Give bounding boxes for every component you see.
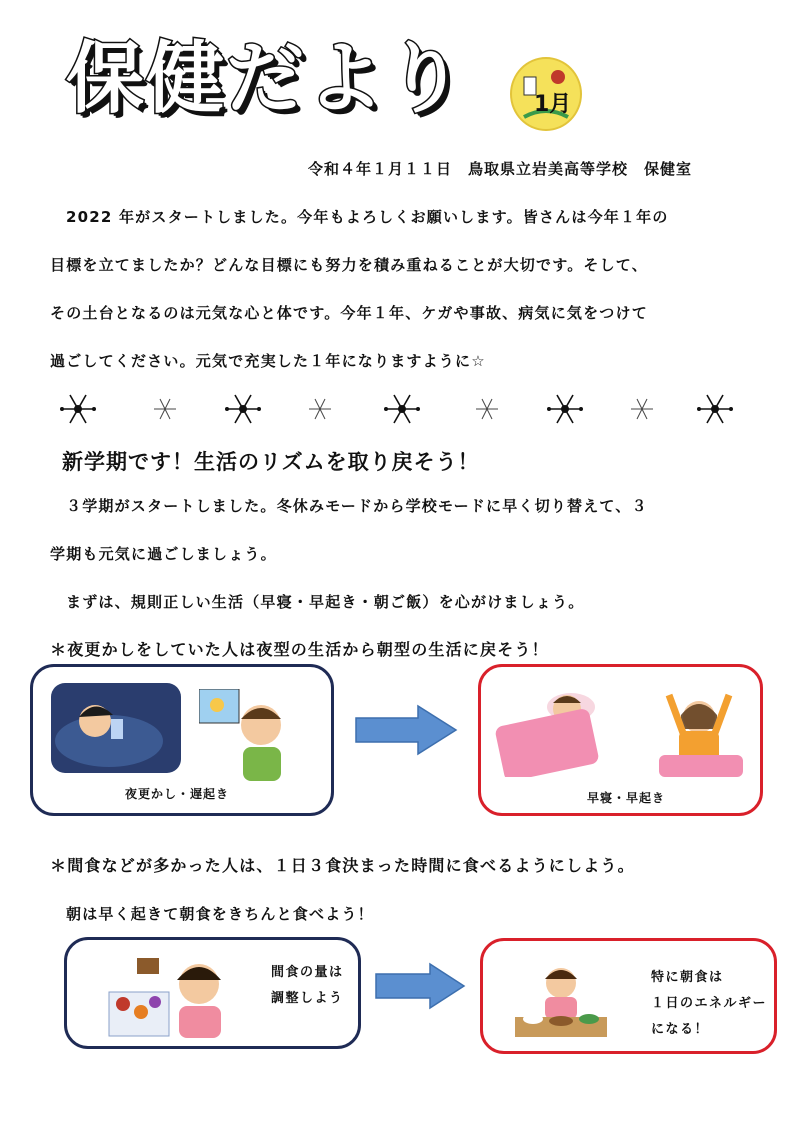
section-line: 学期も元気に過ごしましょう。 bbox=[50, 545, 277, 563]
snowflake-icon bbox=[384, 395, 420, 423]
right-arrow-icon bbox=[354, 704, 458, 756]
snacking-girl-icon bbox=[107, 952, 237, 1038]
early-caption: 早寝・早起き bbox=[587, 791, 666, 805]
snowflake-divider bbox=[50, 392, 750, 426]
dateline: 令和４年１月１１日 鳥取県立岩美高等学校 保健室 bbox=[308, 160, 693, 178]
night-owl-box bbox=[30, 664, 334, 816]
late-night-caption: 夜更かし・遅起き bbox=[125, 787, 230, 801]
breakfast-girl-icon bbox=[511, 963, 611, 1039]
waking-girl-icon bbox=[659, 689, 743, 777]
intro-line: 2022 年がスタートしました。今年もよろしくお願いします。皆さんは今年１年の bbox=[66, 208, 669, 226]
january-badge-icon bbox=[510, 57, 582, 131]
tip2-subline: 朝は早く起きて朝食をきちんと食べよう！ bbox=[66, 905, 374, 923]
badge-month: 1月 bbox=[534, 92, 572, 117]
intro-line: その土台となるのは元気な心と体です。今年１年、ケガや事故、病気に気をつけて bbox=[50, 304, 648, 322]
breakfast-text-line: １日のエネルギー bbox=[651, 996, 768, 1011]
snowflake-icon bbox=[154, 399, 176, 419]
snowflake-icon bbox=[631, 399, 653, 419]
tired-boy-icon bbox=[199, 689, 299, 781]
tip2-heading: ＊間食などが多かった人は、１日３食決まった時間に食べるようにしよう。 bbox=[50, 856, 635, 875]
sleeping-girl-icon bbox=[493, 683, 611, 777]
section-heading: 新学期です！生活のリズムを取り戻そう！ bbox=[62, 450, 480, 474]
snack-text-line: 調整しよう bbox=[271, 991, 344, 1006]
breakfast-box bbox=[480, 938, 777, 1054]
breakfast-text-line: になる！ bbox=[651, 1022, 710, 1037]
section-line: まずは、規則正しい生活（早寝・早起き・朝ご飯）を心がけましょう。 bbox=[66, 593, 585, 611]
section-line: ３学期がスタートしました。冬休みモードから学校モードに早く切り替えて、３ bbox=[66, 497, 648, 515]
sleepy-person-icon bbox=[51, 683, 181, 773]
snowflake-icon bbox=[60, 395, 96, 423]
snack-box bbox=[64, 937, 361, 1049]
early-bird-box bbox=[478, 664, 763, 816]
right-arrow-icon bbox=[374, 962, 466, 1010]
snack-text-line: 間食の量は bbox=[271, 965, 344, 980]
breakfast-text-line: 特に朝食は bbox=[651, 970, 724, 985]
snowflake-icon bbox=[697, 395, 733, 423]
newsletter-title: 保健だより bbox=[66, 34, 467, 124]
snowflake-icon bbox=[476, 399, 498, 419]
intro-line: 過ごしてください。元気で充実した１年になりますように☆ bbox=[50, 352, 486, 370]
snowflake-icon bbox=[225, 395, 261, 423]
intro-line: 目標を立てましたか？どんな目標にも努力を積み重ねることが大切です。そして、 bbox=[50, 256, 648, 274]
tip1-heading: ＊夜更かしをしていた人は夜型の生活から朝型の生活に戻そう！ bbox=[50, 640, 549, 659]
snowflake-icon bbox=[309, 399, 331, 419]
snowflake-icon bbox=[547, 395, 583, 423]
